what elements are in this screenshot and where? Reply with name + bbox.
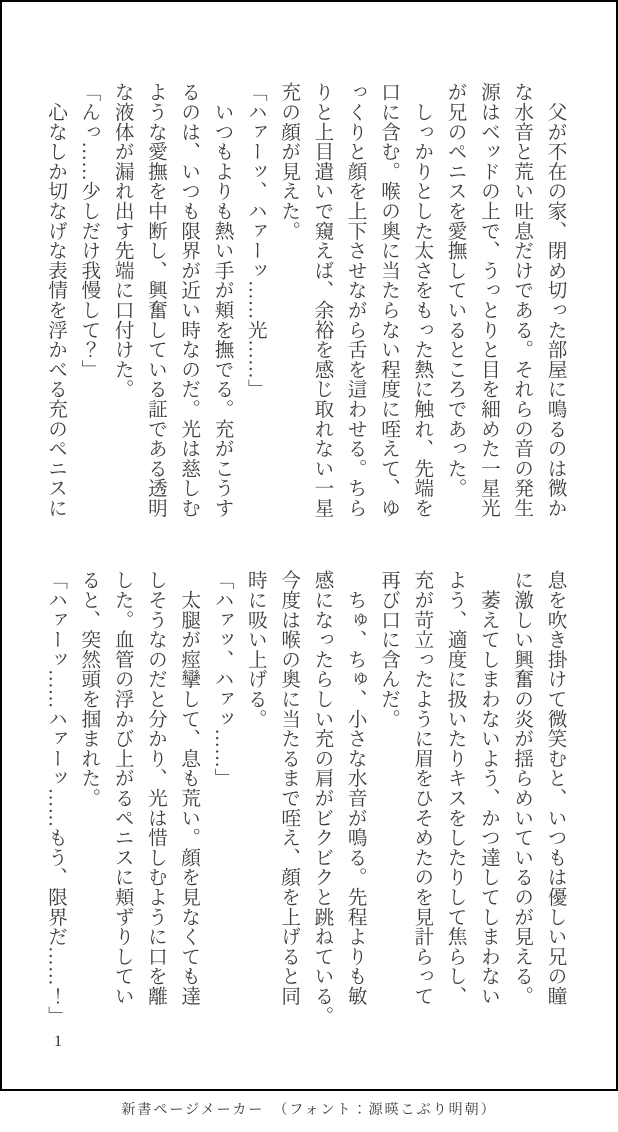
text-column: 充の顔が見えた。 (277, 82, 299, 241)
footer-caption: 新書ページメーカー （フォント：源暎こぶり明朝） (121, 1103, 497, 1118)
text-column: な水音と荒い吐息だけである。それらの音の発生 (510, 82, 532, 518)
text-column: りと上目遣いで窺えば、余裕を感じ取れない一星 (310, 82, 332, 518)
text-column: 「ハァーッ……ハァーッ……もう、限界だ……！」 (44, 570, 66, 1026)
text-block-top (36, 82, 571, 520)
text-column: 充が苛立ったように眉をひそめたのを見計らって (410, 570, 432, 1006)
text-column: 萎えてしまわないよう、かつ達してしまわない (477, 570, 499, 1006)
text-column: 源はベッドの上で、うっとりと目を細めた一星光 (477, 82, 499, 518)
text-column: 「ハァッ、ハァッ……」 (211, 570, 233, 788)
text-column: しっかりとした太さをもった熱に触れ、先端を (410, 82, 432, 518)
text-column: 「んっ……少しだけ我慢して？」 (77, 82, 99, 379)
text-column: しそうなのだと分かり、光は惜しむように口を離 (144, 570, 166, 1006)
text-column: な液体が漏れ出す先端に口付けた。 (111, 82, 133, 399)
text-column: よう、適度に扱いたりキスをしたりして焦らし、 (444, 570, 466, 1006)
text-column: が兄のペニスを愛撫しているところであった。 (444, 82, 466, 498)
text-column: 息を吹き掛けて微笑むと、いつもは優しい兄の瞳 (544, 570, 565, 1006)
text-column: 感になったらしい充の肩がビクビクと跳ねている。 (310, 570, 332, 1026)
text-column: っくりと顔を上下させながら舌を這わせる。ちら (344, 82, 366, 518)
text-column: に激しい興奮の炎が揺らめいているのが見える。 (510, 570, 532, 1006)
text-column: るのは、いつも限界が近い時なのだ。光は慈しむ (177, 82, 199, 518)
text-block-bottom (36, 570, 571, 1026)
text-column: いつもよりも熱い手が頬を撫でる。充がこうす (211, 82, 233, 518)
text-column: ると、突然頭を掴まれた。 (77, 570, 99, 808)
text-column: ちゅ、ちゅ、小さな水音が鳴る。先程よりも敏 (344, 570, 366, 1006)
text-column: 太腿が痙攣して、息も荒い。顔を見なくても達 (177, 570, 199, 1006)
text-column: ような愛撫を中断し、興奮している証である透明 (144, 82, 166, 518)
text-column: 父が不在の家、閉め切った部屋に鳴るのは微か (544, 82, 565, 518)
text-column: 今度は喉の奥に当たるまで咥え、顔を上げると同 (277, 570, 299, 1006)
text-column: 口に含む。喉の奥に当たらない程度に咥えて、ゆ (377, 82, 399, 518)
text-column: 再び口に含んだ。 (377, 570, 399, 729)
text-column: 時に吸い上げる。 (244, 570, 266, 729)
page-number: 1 (54, 1033, 62, 1050)
text-column: 心なしか切なげな表情を浮かべる充のペニスに (44, 82, 66, 518)
text-column: 「ハァーッ、ハァーッ……光……」 (244, 82, 266, 399)
text-column: した。血管の浮かび上がるペニスに頬ずりしてい (111, 570, 133, 1006)
